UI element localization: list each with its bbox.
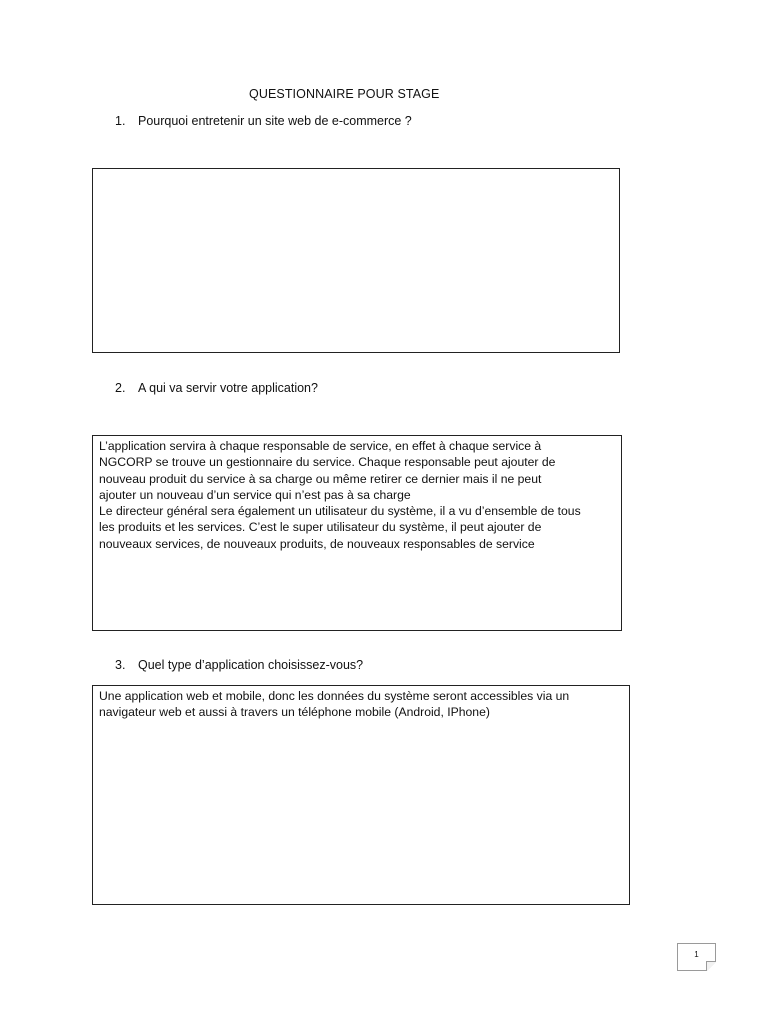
question-number: 3. (115, 658, 126, 672)
question-number: 1. (115, 114, 126, 128)
question-3 (115, 658, 363, 672)
question-2 (115, 381, 318, 395)
answer-box-2 (92, 435, 622, 631)
page-fold-icon (706, 961, 716, 971)
answer-box-1 (92, 168, 620, 353)
question-number: 2. (115, 381, 126, 395)
answer-paragraph: Une application web et mobile, donc les données du système seront accessibles via un navigateur web et aussi à travers un téléphone mobile (Android, IPhone) (99, 689, 570, 720)
question-text: Quel type d’application choisissez-vous? (138, 658, 364, 672)
page-number-box (677, 943, 716, 971)
answer-box-3 (92, 685, 630, 905)
question-text: A qui va servir votre application? (138, 381, 318, 395)
page-title: QUESTIONNAIRE POUR STAGE (249, 87, 440, 101)
page-number: 1 (694, 950, 699, 959)
answer-paragraph: L’application servira à chaque responsable de service, en effet à chaque service à NGCORP se trouve un gestionnaire du service. Chaque responsable peut ajouter de nouveau produit du service à sa charge ou même retirer ce dernier mais il ne peut ajouter un nouveau d’un service qui n’est pas à sa charge (99, 439, 556, 502)
question-text: Pourquoi entretenir un site web de e-commerce ? (138, 114, 412, 128)
answer-paragraph: Le directeur général sera également un utilisateur du système, il a vu d’ensemble de tous les produits et les services. C’est le super utilisateur du système, il peut ajouter de nouveaux services, de nouveaux produits, de nouveaux responsables de service (99, 504, 581, 551)
question-1 (115, 114, 412, 128)
